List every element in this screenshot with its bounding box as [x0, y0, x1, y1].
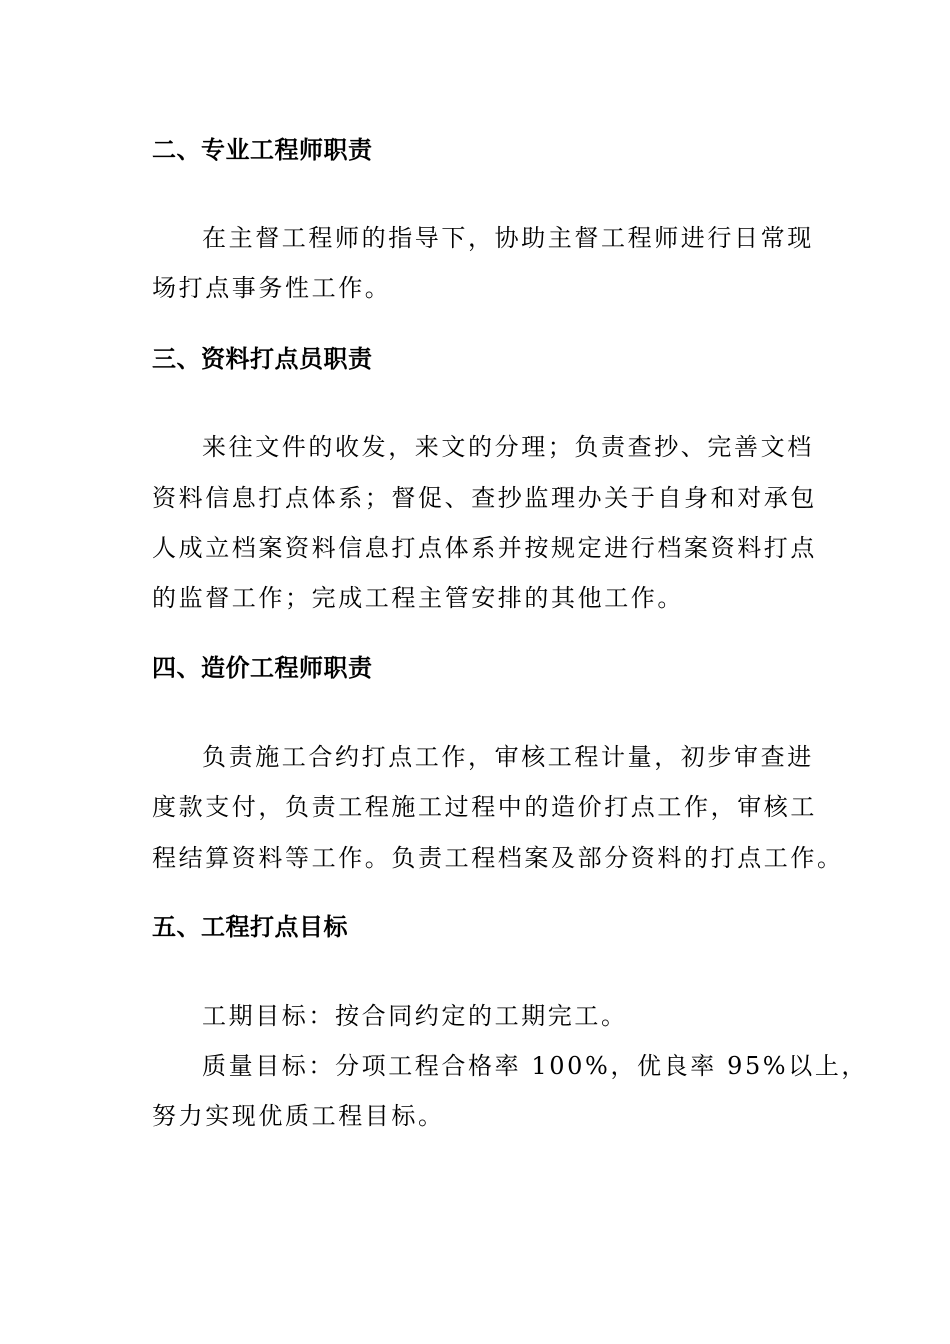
paragraph-line: 度款支付，负责工程施工过程中的造价打点工作，审核工 — [152, 793, 817, 821]
paragraph-line: 场打点事务性工作。 — [152, 274, 392, 302]
paragraph-line: 努力实现优质工程目标。 — [152, 1102, 445, 1130]
section-heading: 三、资料打点员职责 — [152, 345, 373, 373]
section-heading: 二、专业工程师职责 — [152, 136, 373, 164]
section-heading: 五、工程打点目标 — [152, 913, 348, 941]
paragraph-line: 程结算资料等工作。负责工程档案及部分资料的打点工作。 — [152, 844, 844, 872]
paragraph-line: 来往文件的收发，来文的分理；负责查抄、完善文档 — [202, 433, 814, 461]
paragraph-line: 质量目标：分项工程合格率 100%，优良率 95%以上， — [202, 1052, 869, 1080]
paragraph-line: 资料信息打点体系；督促、查抄监理办关于自身和对承包 — [152, 484, 817, 512]
paragraph-line: 人成立档案资料信息打点体系并按规定进行档案资料打点 — [152, 534, 817, 562]
paragraph-line: 在主督工程师的指导下，协助主督工程师进行日常现 — [202, 224, 814, 252]
section-heading: 四、造价工程师职责 — [152, 654, 373, 682]
paragraph-line: 的监督工作；完成工程主管安排的其他工作。 — [152, 584, 684, 612]
paragraph-line: 工期目标：按合同约定的工期完工。 — [202, 1002, 628, 1030]
paragraph-line: 负责施工合约打点工作，审核工程计量，初步审查进 — [202, 743, 814, 771]
